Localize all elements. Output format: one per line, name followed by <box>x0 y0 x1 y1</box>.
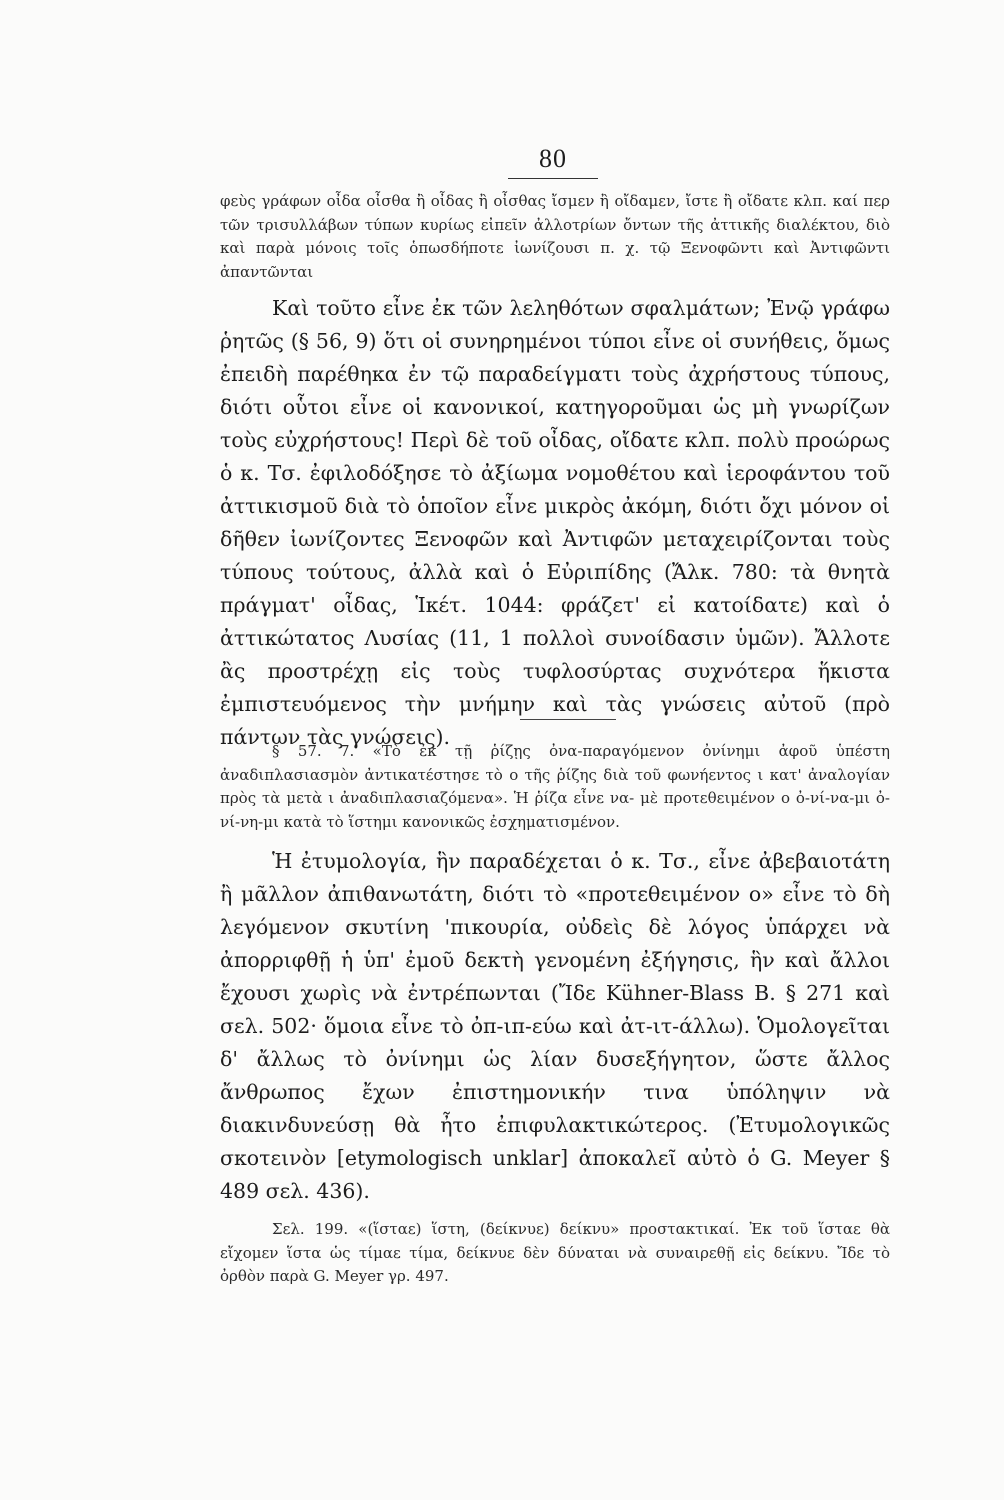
body-paragraph-1: Καὶ τοῦτο εἶνε ἐκ τῶν λεληθότων σφαλμάτων; Ἐνῷ γράφω ῥητῶς (§ 56, 9) ὅτι οἱ συνηρημένοι τύποι εἶνε οἱ συνήθεις, ὅμως ἐπειδὴ παρέθηκα ἐν τῷ παραδείγματι τοὺς ἀχρήστους τύπους, διότι οὗτοι εἶνε οἱ κανονικοί, κατηγοροῦμαι ὡς μὴ γνωρίζων τοὺς εὐχρήστους! Περὶ δὲ τοῦ οἶδας, οἴδατε κλπ. πολὺ προώρως ὁ κ. Τσ. ἐφιλοδόξησε τὸ ἀξίωμα νομοθέτου καὶ ἱεροφάντου τοῦ ἀττικισμοῦ διὰ τὸ ὁποῖον εἶνε μικρὸς ἀκόμη, διότι ὄχι μόνον οἱ δῆθεν ἰωνίζοντες Ξενοφῶν καὶ Ἀντιφῶν μεταχειρίζονται τοὺς τύπους τούτους, ἀλλὰ καὶ ὁ Εὐριπίδης (Ἄλκ. 780: τὰ θνητὰ πράγματ' οἶδας, Ἱκέτ. 1044: φράζετ' εἰ κατοίδατε) καὶ ὁ ἀττικώτατος Λυσίας (11, 1 πολλοὶ συνοίδασιν ὑμῶν). Ἄλλοτε ἂς προστρέχῃ εἰς τοὺς τυφλοσύρτας συχνότερα ἥκιστα ἐμπιστευόμενος τὴν μνήμην καὶ τὰς γνώσεις αὐτοῦ (πρὸ πάντων τὰς γνώσεις). <box>220 296 890 749</box>
page-number: 80 <box>539 144 567 173</box>
continuation-footnote: φεὺς γράφων οἶδα οἶσθα ἢ οἶδας ἢ οἶσθας ἴσμεν ἢ οἴδαμεν, ἴστε ἢ οἴδατε κλπ. καί περ τῶν τρισυλλάβων τύπων κυρίως εἰπεῖν ἀλλοτρίων ὄντων τῆς ἀττικῆς διαλέκτου, διὸ καὶ παρὰ μόνοις τοῖς ὁπωσδήποτε ἰωνίζουσι π. χ. τῷ Ξενοφῶντι καὶ Ἀντιφῶντι ἀπαντῶνται <box>220 192 890 281</box>
page-number-underline <box>508 178 598 179</box>
section-divider <box>520 719 616 720</box>
body-paragraph-2: Ἡ ἐτυμολογία, ἣν παραδέχεται ὁ κ. Τσ., εἶνε ἀβεβαιοτάτη ἢ μᾶλλον ἀπιθανωτάτη, διότι τὸ «προτεθειμένον ο» εἶνε τὸ δὴ λεγόμενον σκυτίνη 'πικουρία, οὐδεὶς δὲ λόγος ὑπάρχει νὰ ἀπορριφθῇ ἡ ὑπ' ἐμοῦ δεκτὴ γενομένη ἐξήγησις, ἣν καὶ ἄλλοι ἔχουσι χωρὶς νὰ ἐντρέπωνται (Ἴδε Kühner-Blass B. § 271 καὶ σελ. 502· ὅμοια εἶνε τὸ ὀπ-ιπ-εύω καὶ ἀτ-ιτ-άλλω). Ὁμολογεῖται δ' ἄλλως τὸ ὀνίνημι ὡς λίαν δυσεξήγητον, ὥστε ἄλλος ἄνθρωπος ἔχων ἐπιστημονικήν τινα ὑπόληψιν νὰ διακινδυνεύσῃ θὰ ἦτο ἐπιφυλακτικώτερος. (Ἐτυμολογικῶς σκοτεινὸν [etymologisch unklar] ἀποκαλεῖ αὐτὸ ὁ G. Meyer § 489 σελ. 436). <box>220 849 890 1203</box>
quoted-note-57: § 57. 7. «Τὸ ἐκ τῇ ῥίζῃς ὀνα-παραγόμενον ὀνίνημι ἀφοῦ ὑπέστη ἀναδιπλασιασμὸν ἀντικατέστησε τὸ ο τῆς ῥίζης διὰ τοῦ φωνήεντος ι κατ' ἀναλογίαν πρὸς τὰ μετὰ ι ἀναδιπλασιαζόμενα». Ἡ ῥίζα εἶνε να- μὲ προτεθειμένον ο ὀ-νί-να-μι ὀ-νί-νη-μι κατὰ τὸ ἵστημι κανονικῶς ἐσχηματισμένον. <box>220 742 890 831</box>
footnote-page-199: Σελ. 199. «(ἵσταε) ἵστη, (δείκνυε) δείκνυ» προστακτικαί. Ἐκ τοῦ ἵσταε θὰ εἴχομεν ἵστα ὡς τίμαε τίμα, δείκνυε δὲν δύναται νὰ συναιρεθῇ εἰς δείκνυ. Ἴδε τὸ ὀρθὸν παρὰ G. Meyer γρ. 497. <box>220 1220 890 1285</box>
